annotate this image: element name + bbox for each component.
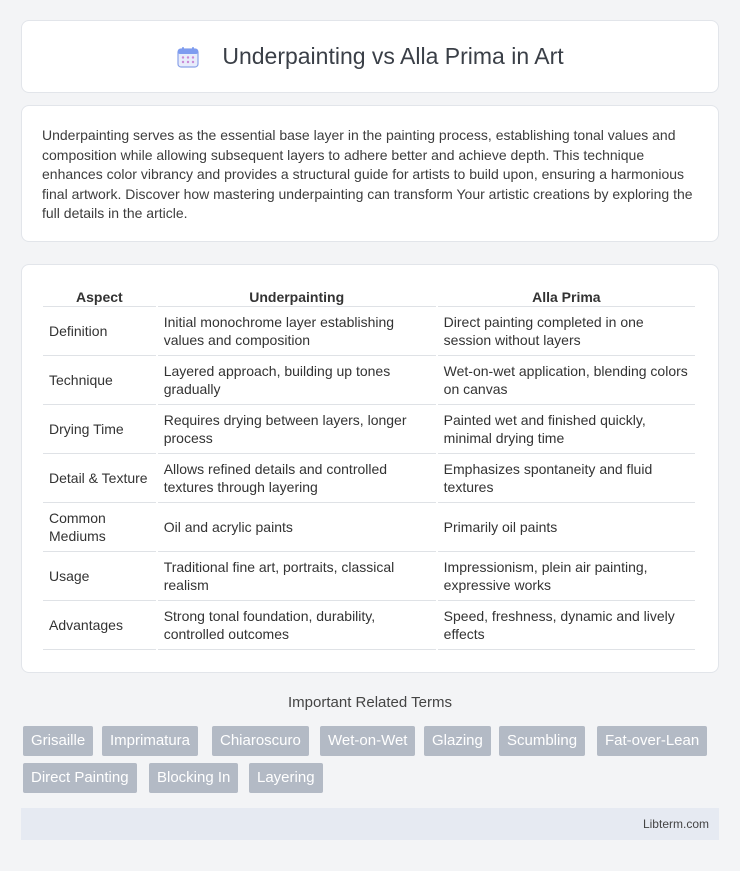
table-cell: Definition — [43, 307, 156, 356]
tag-glazing[interactable]: Glazing — [424, 726, 491, 756]
table-cell: Direct painting completed in one session without layers — [438, 307, 695, 356]
table-row — [43, 552, 695, 601]
table-cell: Layered approach, building up tones gradually — [158, 356, 436, 405]
table-cell: Usage — [43, 552, 156, 601]
tag-blocking-in[interactable]: Blocking In — [149, 763, 238, 793]
tag-grisaille[interactable]: Grisaille — [23, 726, 93, 756]
tag-fat-over-lean[interactable]: Fat-over-Lean — [597, 726, 707, 756]
table-cell: Traditional fine art, portraits, classical realism — [158, 552, 436, 601]
table-cell: Technique — [43, 356, 156, 405]
table-row — [43, 405, 695, 454]
table-row — [43, 307, 695, 356]
table-cell: Detail & Texture — [43, 454, 156, 503]
comparison-card — [21, 264, 719, 673]
tag-direct-painting[interactable]: Direct Painting — [23, 763, 137, 793]
related-terms-title: Important Related Terms — [288, 694, 452, 711]
table-cell: Painted wet and finished quickly, minimal drying time — [438, 405, 695, 454]
calendar-icon — [176, 45, 200, 69]
tag-wet-on-wet[interactable]: Wet-on-Wet — [320, 726, 415, 756]
tag-chiaroscuro[interactable]: Chiaroscuro — [212, 726, 309, 756]
table-cell: Wet-on-wet application, blending colors on canvas — [438, 356, 695, 405]
table-cell: Drying Time — [43, 405, 156, 454]
table-cell: Strong tonal foundation, durability, controlled outcomes — [158, 601, 436, 650]
table-cell: Impressionism, plein air painting, expressive works — [438, 552, 695, 601]
tag-scumbling[interactable]: Scumbling — [499, 726, 585, 756]
footer — [21, 808, 719, 840]
table-cell: Oil and acrylic paints — [158, 503, 436, 552]
table-row — [43, 503, 695, 552]
table-cell: Emphasizes spontaneity and fluid textures — [438, 454, 695, 503]
tag-layering[interactable]: Layering — [249, 763, 323, 793]
column-header-underpainting: Underpainting — [158, 285, 436, 307]
intro-card — [21, 105, 719, 242]
footer-brand-link[interactable]: Libterm.com — [642, 817, 709, 831]
table-cell: Speed, freshness, dynamic and lively effects — [438, 601, 695, 650]
comparison-table — [41, 285, 697, 650]
page-title: Underpainting vs Alla Prima in Art — [222, 43, 564, 69]
intro-text: Underpainting serves as the essential base layer in the painting process, establishing tonal values and composition while allowing subsequent layers to adhere better and achieve depth. This technique enhances color vibrancy and provides a structural guide for artists to build upon, ensuring a harmonious final artwork. Discover how mastering underpainting can transform Your artistic creations by exploring the full details in the article. — [42, 127, 693, 222]
table-cell: Common Mediums — [43, 503, 156, 552]
table-header-row — [43, 285, 695, 307]
header-card — [21, 20, 719, 93]
table-cell: Allows refined details and controlled textures through layering — [158, 454, 436, 503]
column-header-aspect: Aspect — [43, 285, 156, 307]
table-cell: Advantages — [43, 601, 156, 650]
table-cell: Primarily oil paints — [438, 503, 695, 552]
table-row — [43, 601, 695, 650]
column-header-alla-prima: Alla Prima — [438, 285, 695, 307]
table-cell: Initial monochrome layer establishing values and composition — [158, 307, 436, 356]
table-row — [43, 454, 695, 503]
table-cell: Requires drying between layers, longer process — [158, 405, 436, 454]
tag-imprimatura[interactable]: Imprimatura — [102, 726, 198, 756]
table-row — [43, 356, 695, 405]
